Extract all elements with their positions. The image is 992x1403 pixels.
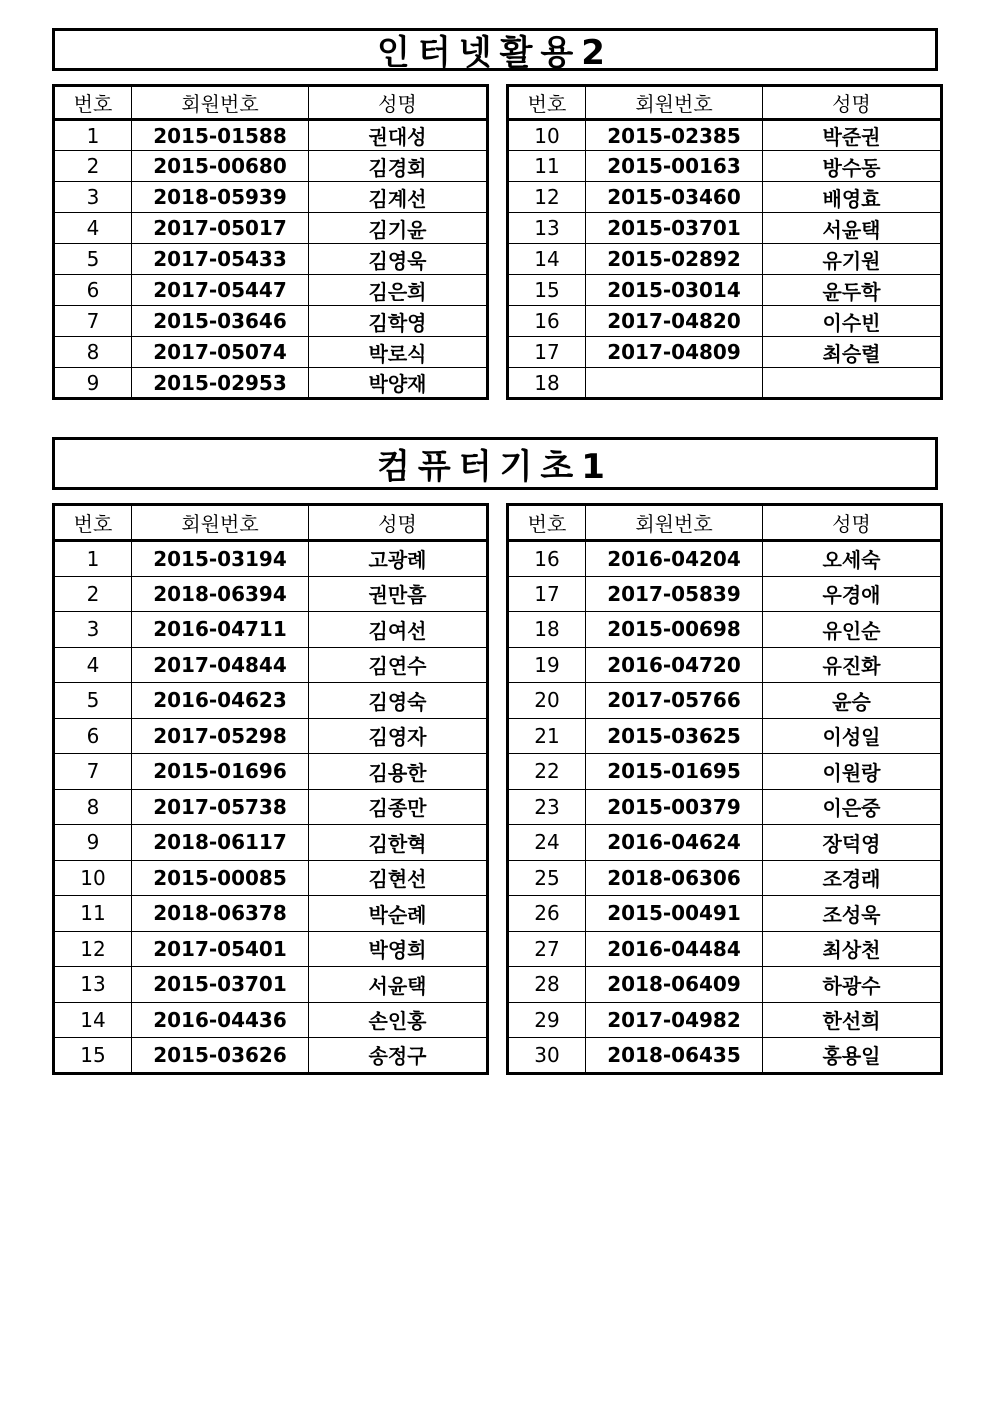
member-id: 2016-04484: [586, 931, 763, 967]
table-row: [508, 967, 942, 1003]
member-name: 김학영: [309, 306, 488, 337]
member-id: 2018-06117: [132, 825, 309, 861]
member-id: 2017-05447: [132, 275, 309, 306]
table-row: [508, 541, 942, 577]
row-number: 18: [508, 612, 586, 648]
table-row: [54, 182, 488, 213]
member-id: 2015-03701: [586, 213, 763, 244]
row-number: 6: [54, 275, 132, 306]
table-row: [54, 306, 488, 337]
row-number: 13: [54, 967, 132, 1003]
member-name: 박준권: [763, 120, 942, 151]
roster-table-computer-right: [506, 503, 943, 1075]
row-number: 17: [508, 337, 586, 368]
member-id: 2018-06435: [586, 1038, 763, 1074]
row-number: 16: [508, 306, 586, 337]
row-number: 13: [508, 213, 586, 244]
header-member-id: 회원번호: [586, 86, 763, 120]
table-header-row: [54, 505, 488, 541]
roster-table-internet-right: [506, 84, 943, 400]
member-id: 2016-04204: [586, 541, 763, 577]
table-row: [508, 860, 942, 896]
member-name: 송정구: [309, 1038, 488, 1074]
member-id: 2015-03194: [132, 541, 309, 577]
table-row: [54, 275, 488, 306]
table-row: [508, 931, 942, 967]
member-name: 하광수: [763, 967, 942, 1003]
row-number: 5: [54, 244, 132, 275]
member-id: 2017-05401: [132, 931, 309, 967]
member-name: 고광례: [309, 541, 488, 577]
row-number: 16: [508, 541, 586, 577]
header-member-id: 회원번호: [586, 505, 763, 541]
member-id: 2018-06306: [586, 860, 763, 896]
member-id: 2015-01588: [132, 120, 309, 151]
table-row: [508, 244, 942, 275]
member-id: 2017-05433: [132, 244, 309, 275]
table-row: [54, 576, 488, 612]
table-row: [54, 368, 488, 399]
member-name: 손인홍: [309, 1002, 488, 1038]
table-row: [508, 368, 942, 399]
member-name: 서윤택: [763, 213, 942, 244]
table-row: [508, 647, 942, 683]
row-number: 14: [508, 244, 586, 275]
member-id: 2017-05074: [132, 337, 309, 368]
member-name: 박로식: [309, 337, 488, 368]
row-number: 7: [54, 306, 132, 337]
row-number: 5: [54, 683, 132, 719]
table-row: [508, 337, 942, 368]
member-id: 2015-02892: [586, 244, 763, 275]
member-id: 2017-05298: [132, 718, 309, 754]
table-row: [508, 576, 942, 612]
member-id: 2017-05766: [586, 683, 763, 719]
row-number: 17: [508, 576, 586, 612]
table-row: [54, 754, 488, 790]
row-number: 18: [508, 368, 586, 399]
member-name: 배영효: [763, 182, 942, 213]
row-number: 21: [508, 718, 586, 754]
row-number: 1: [54, 541, 132, 577]
row-number: 24: [508, 825, 586, 861]
member-name: 박순례: [309, 896, 488, 932]
table-row: [508, 718, 942, 754]
row-number: 7: [54, 754, 132, 790]
row-number: 26: [508, 896, 586, 932]
row-number: 6: [54, 718, 132, 754]
row-number: 12: [508, 182, 586, 213]
table-row: [54, 647, 488, 683]
table-row: [54, 541, 488, 577]
table-row: [54, 825, 488, 861]
table-row: [54, 1038, 488, 1074]
table-row: [54, 337, 488, 368]
row-number: 12: [54, 931, 132, 967]
table-row: [508, 120, 942, 151]
row-number: 10: [54, 860, 132, 896]
member-id: 2015-03646: [132, 306, 309, 337]
member-name: 최승렬: [763, 337, 942, 368]
roster-table-internet-left: [52, 84, 489, 400]
member-name: 조경래: [763, 860, 942, 896]
row-number: 23: [508, 789, 586, 825]
table-row: [54, 931, 488, 967]
row-number: 8: [54, 337, 132, 368]
table-row: [54, 860, 488, 896]
member-id: 2015-03014: [586, 275, 763, 306]
table-row: [54, 1002, 488, 1038]
member-name: [763, 368, 942, 399]
member-name: 홍용일: [763, 1038, 942, 1074]
member-id: 2015-03626: [132, 1038, 309, 1074]
member-name: 김영숙: [309, 683, 488, 719]
member-id: 2015-00379: [586, 789, 763, 825]
member-name: 윤승: [763, 683, 942, 719]
member-id: 2017-05839: [586, 576, 763, 612]
member-name: 박양재: [309, 368, 488, 399]
member-name: 이수빈: [763, 306, 942, 337]
member-name: 김계선: [309, 182, 488, 213]
row-number: 9: [54, 368, 132, 399]
member-id: 2017-04820: [586, 306, 763, 337]
table-row: [54, 244, 488, 275]
member-name: 유인순: [763, 612, 942, 648]
member-id: 2015-03701: [132, 967, 309, 1003]
header-number: 번호: [54, 505, 132, 541]
row-number: 30: [508, 1038, 586, 1074]
row-number: 22: [508, 754, 586, 790]
member-id: 2018-06409: [586, 967, 763, 1003]
member-name: 김여선: [309, 612, 488, 648]
member-name: 유진화: [763, 647, 942, 683]
member-id: 2016-04624: [586, 825, 763, 861]
member-name: 방수동: [763, 151, 942, 182]
member-name: 우경애: [763, 576, 942, 612]
table-row: [508, 151, 942, 182]
header-name: 성명: [763, 505, 942, 541]
table-row: [54, 789, 488, 825]
table-row: [54, 896, 488, 932]
table-header-row: [508, 505, 942, 541]
header-member-id: 회원번호: [132, 505, 309, 541]
member-id: 2018-06378: [132, 896, 309, 932]
header-number: 번호: [54, 86, 132, 120]
table-row: [508, 275, 942, 306]
table-row: [508, 754, 942, 790]
table-row: [508, 789, 942, 825]
member-name: 박영희: [309, 931, 488, 967]
member-name: 윤두학: [763, 275, 942, 306]
member-id: 2015-01695: [586, 754, 763, 790]
row-number: 8: [54, 789, 132, 825]
member-id: 2017-04844: [132, 647, 309, 683]
member-name: 김현선: [309, 860, 488, 896]
member-name: 이은중: [763, 789, 942, 825]
member-name: 서윤택: [309, 967, 488, 1003]
member-id: 2015-01696: [132, 754, 309, 790]
header-number: 번호: [508, 505, 586, 541]
row-number: 19: [508, 647, 586, 683]
member-id: 2015-00163: [586, 151, 763, 182]
row-number: 14: [54, 1002, 132, 1038]
header-name: 성명: [309, 86, 488, 120]
member-id: 2017-05017: [132, 213, 309, 244]
header-number: 번호: [508, 86, 586, 120]
section-title-computer: 컴퓨터기초1: [52, 437, 938, 490]
header-name: 성명: [309, 505, 488, 541]
member-name: 김종만: [309, 789, 488, 825]
member-name: 김경회: [309, 151, 488, 182]
row-number: 20: [508, 683, 586, 719]
member-id: 2017-04982: [586, 1002, 763, 1038]
member-id: 2015-02385: [586, 120, 763, 151]
row-number: 10: [508, 120, 586, 151]
table-row: [54, 120, 488, 151]
row-number: 27: [508, 931, 586, 967]
header-member-id: 회원번호: [132, 86, 309, 120]
row-number: 2: [54, 576, 132, 612]
row-number: 4: [54, 647, 132, 683]
member-id: [586, 368, 763, 399]
row-number: 11: [508, 151, 586, 182]
member-name: 김용한: [309, 754, 488, 790]
member-id: 2016-04436: [132, 1002, 309, 1038]
table-row: [54, 718, 488, 754]
member-id: 2015-03625: [586, 718, 763, 754]
member-name: 김한혁: [309, 825, 488, 861]
table-row: [508, 683, 942, 719]
member-name: 권만흠: [309, 576, 488, 612]
table-row: [508, 825, 942, 861]
header-name: 성명: [763, 86, 942, 120]
row-number: 11: [54, 896, 132, 932]
member-id: 2015-00491: [586, 896, 763, 932]
row-number: 3: [54, 612, 132, 648]
member-name: 김영욱: [309, 244, 488, 275]
member-id: 2016-04720: [586, 647, 763, 683]
member-id: 2018-06394: [132, 576, 309, 612]
table-row: [54, 213, 488, 244]
table-row: [508, 306, 942, 337]
table-row: [508, 182, 942, 213]
row-number: 28: [508, 967, 586, 1003]
member-id: 2015-00698: [586, 612, 763, 648]
member-name: 권대성: [309, 120, 488, 151]
member-id: 2015-02953: [132, 368, 309, 399]
table-row: [508, 213, 942, 244]
member-name: 한선희: [763, 1002, 942, 1038]
member-name: 조성욱: [763, 896, 942, 932]
member-name: 이성일: [763, 718, 942, 754]
table-header-row: [508, 86, 942, 120]
table-row: [508, 896, 942, 932]
row-number: 3: [54, 182, 132, 213]
table-header-row: [54, 86, 488, 120]
table-row: [54, 151, 488, 182]
table-row: [54, 612, 488, 648]
member-id: 2016-04623: [132, 683, 309, 719]
table-row: [54, 683, 488, 719]
row-number: 15: [508, 275, 586, 306]
row-number: 9: [54, 825, 132, 861]
table-row: [54, 967, 488, 1003]
member-name: 김은희: [309, 275, 488, 306]
row-number: 25: [508, 860, 586, 896]
row-number: 29: [508, 1002, 586, 1038]
member-name: 김연수: [309, 647, 488, 683]
row-number: 4: [54, 213, 132, 244]
member-name: 유기원: [763, 244, 942, 275]
member-name: 최상천: [763, 931, 942, 967]
member-id: 2017-05738: [132, 789, 309, 825]
row-number: 2: [54, 151, 132, 182]
member-name: 장덕영: [763, 825, 942, 861]
member-id: 2015-00085: [132, 860, 309, 896]
member-name: 김영자: [309, 718, 488, 754]
row-number: 15: [54, 1038, 132, 1074]
table-row: [508, 1038, 942, 1074]
member-id: 2017-04809: [586, 337, 763, 368]
member-name: 이원랑: [763, 754, 942, 790]
member-name: 오세숙: [763, 541, 942, 577]
member-name: 김기윤: [309, 213, 488, 244]
member-id: 2015-00680: [132, 151, 309, 182]
roster-table-computer-left: [52, 503, 489, 1075]
section-title-internet: 인터넷활용2: [52, 28, 938, 71]
member-id: 2018-05939: [132, 182, 309, 213]
member-id: 2016-04711: [132, 612, 309, 648]
member-id: 2015-03460: [586, 182, 763, 213]
table-row: [508, 1002, 942, 1038]
row-number: 1: [54, 120, 132, 151]
table-row: [508, 612, 942, 648]
